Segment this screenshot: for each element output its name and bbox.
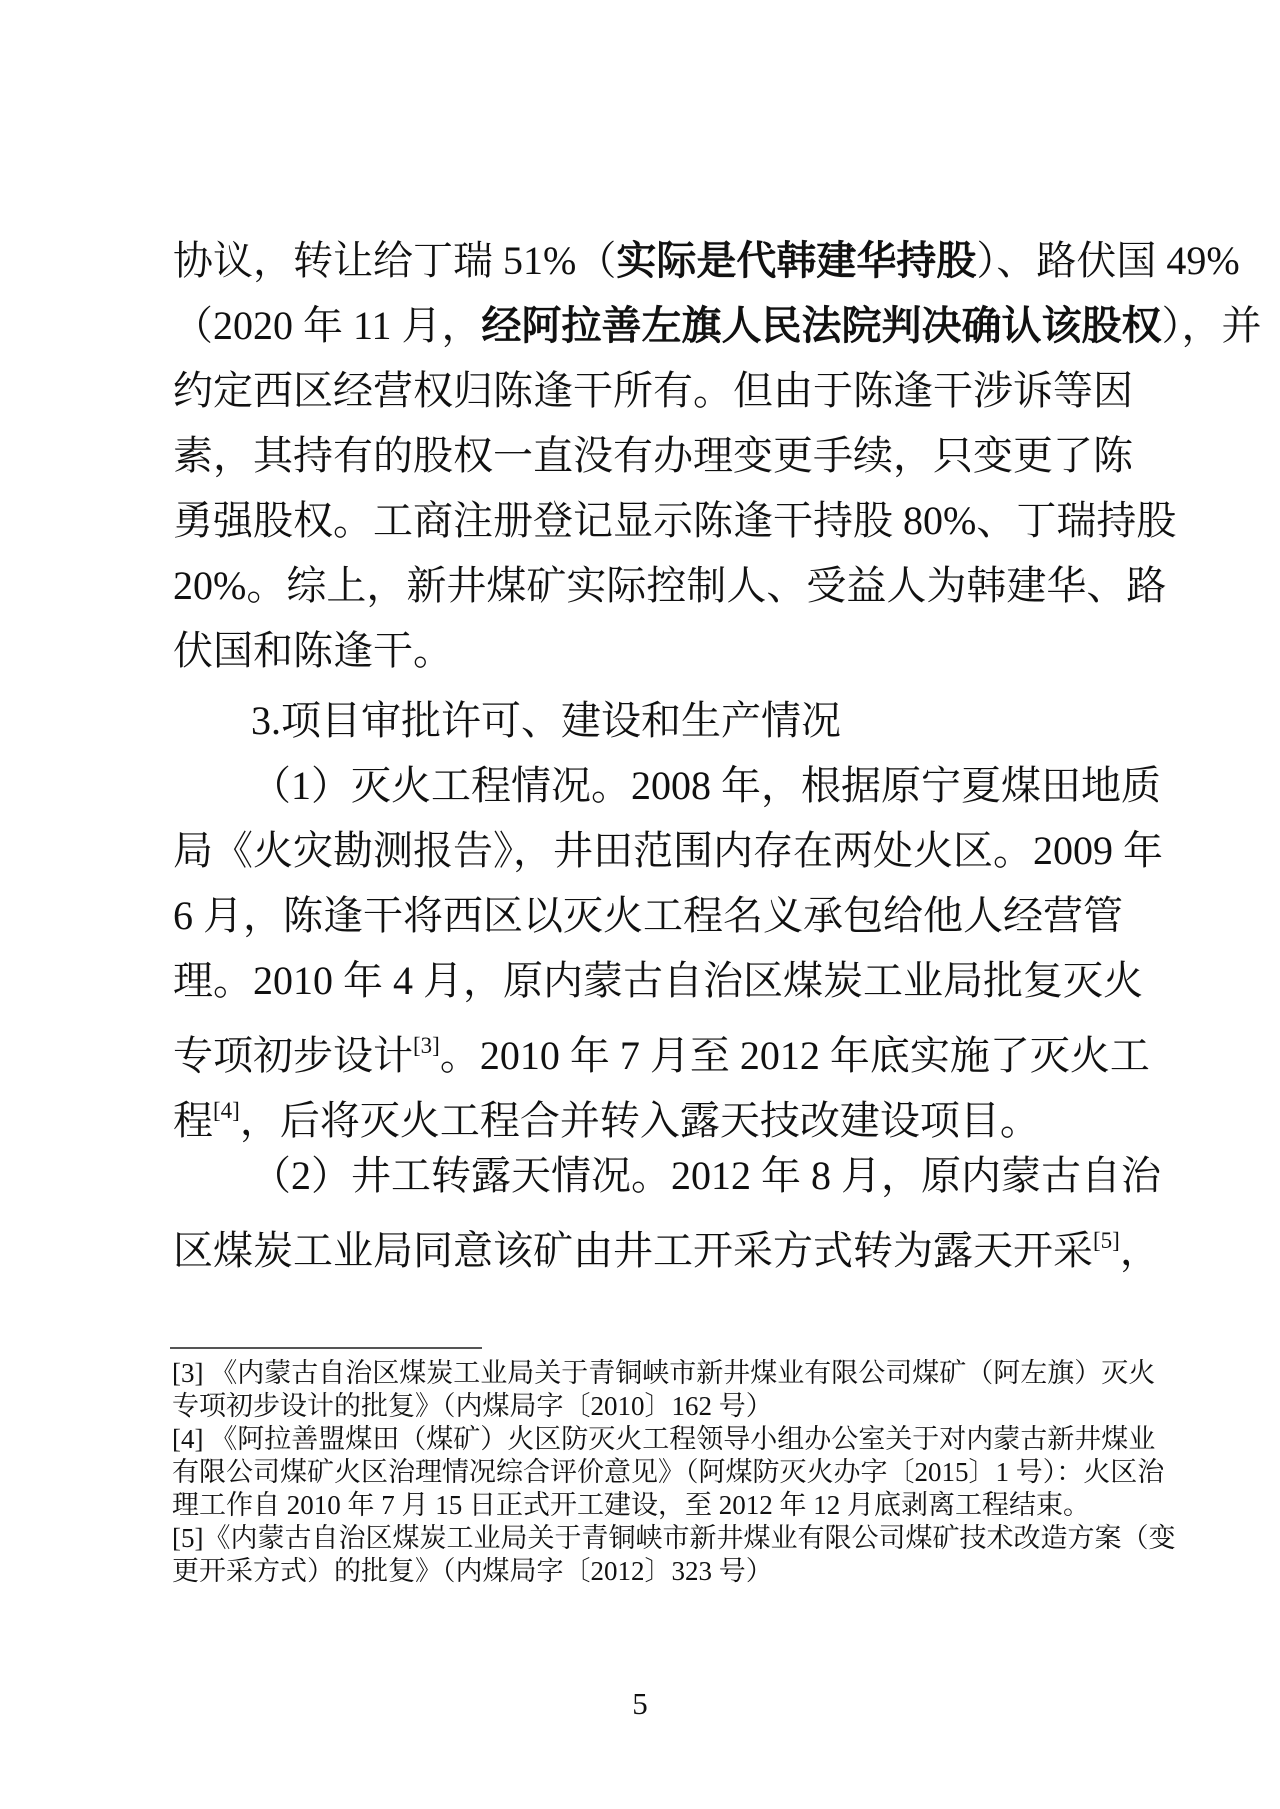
text-run: 20%。综上，新井煤矿实际控制人、受益人为韩建华、路 bbox=[173, 563, 1167, 608]
footnote-reference: [3] bbox=[413, 1033, 440, 1058]
text-run: 3.项目审批许可、建设和生产情况 bbox=[251, 698, 841, 743]
body-line bbox=[173, 1078, 1123, 1143]
text-run: 伏国和陈逢干。 bbox=[173, 628, 453, 673]
footnote-line: 理工作自 2010 年 7 月 15 日正式开工建设，至 2012 年 12 月底剥离工程结束。 bbox=[172, 1490, 1090, 1520]
footnote-line: [4] 《阿拉善盟煤田（煤矿）火区防灭火工程领导小组办公室关于对内蒙古新井煤业 bbox=[172, 1424, 1156, 1454]
body-line bbox=[173, 228, 1240, 293]
text-run: ）、路伏国 49% bbox=[976, 238, 1240, 283]
text-run: 专项初步设计 bbox=[173, 1033, 413, 1078]
text-run: 程 bbox=[173, 1098, 213, 1143]
text-run: 理。2010 年 4 月，原内蒙古自治区煤炭工业局批复灭火 bbox=[173, 958, 1143, 1003]
text-run: 约定西区经营权归陈逢干所有。但由于陈逢干涉诉等因 bbox=[173, 368, 1133, 413]
text-run: ，后将灭火工程合并转入露天技改建设项目。 bbox=[239, 1098, 1040, 1143]
text-run: ），并 bbox=[1161, 303, 1262, 348]
body-line bbox=[173, 358, 1133, 423]
footnote-line: 更开采方式）的批复》（内煤局字〔2012〕323 号） bbox=[172, 1556, 773, 1586]
body-line bbox=[173, 948, 1143, 1013]
footnote-reference: [4] bbox=[213, 1098, 240, 1123]
footnote-reference: [5] bbox=[1093, 1228, 1120, 1253]
body-line bbox=[173, 293, 1262, 358]
body-text bbox=[173, 228, 1262, 1273]
body-line bbox=[173, 618, 1123, 683]
body-line bbox=[173, 1143, 1161, 1208]
text-run: 6 月，陈逢干将西区以灭火工程名义承包给他人经营管 bbox=[173, 893, 1123, 938]
footnote-line: [3] 《内蒙古自治区煤炭工业局关于青铜峡市新井煤业有限公司煤矿（阿左旗）灭火 bbox=[172, 1358, 1156, 1388]
footnote-line: 有限公司煤矿火区治理情况综合评价意见》（阿煤防灭火办字〔2015〕1 号）：火区治 bbox=[172, 1457, 1165, 1487]
text-run: 协议，转让给丁瑞 51%（ bbox=[173, 238, 617, 283]
body-line bbox=[173, 753, 1161, 818]
text-run: （2020 年 11 月， bbox=[173, 303, 482, 348]
body-line bbox=[173, 883, 1123, 948]
page-number: 5 bbox=[632, 1686, 648, 1721]
body-line bbox=[173, 818, 1163, 883]
text-run: ， bbox=[1119, 1228, 1160, 1273]
text-run: 局《火灾勘测报告》，井田范围内存在两处火区。2009 年 bbox=[173, 828, 1163, 873]
footnotes bbox=[172, 1357, 1176, 1588]
text-run: 素，其持有的股权一直没有办理变更手续，只变更了陈 bbox=[173, 433, 1133, 478]
text-run: 区煤炭工业局同意该矿由井工开采方式转为露天开采 bbox=[173, 1228, 1093, 1273]
text-run: 经阿拉善左旗人民法院判决确认该股权 bbox=[481, 303, 1162, 348]
text-run: （1）灭火工程情况。2008 年，根据原宁夏煤田地质 bbox=[251, 763, 1161, 808]
footnote-line: 专项初步设计的批复》（内煤局字〔2010〕162 号） bbox=[172, 1391, 773, 1421]
footnote-separator bbox=[170, 1347, 482, 1349]
text-run: 实际是代韩建华持股 bbox=[616, 238, 977, 283]
body-line bbox=[173, 1013, 1150, 1078]
text-run: 。2010 年 7 月至 2012 年底实施了灭火工 bbox=[439, 1033, 1150, 1078]
body-line bbox=[173, 1208, 1160, 1273]
body-line bbox=[173, 488, 1177, 553]
footnote-line: [5]《内蒙古自治区煤炭工业局关于青铜峡市新井煤业有限公司煤矿技术改造方案（变 bbox=[172, 1523, 1176, 1553]
text-run: 勇强股权。工商注册登记显示陈逢干持股 80%、丁瑞持股 bbox=[173, 498, 1177, 543]
section-heading bbox=[173, 688, 1123, 753]
body-line bbox=[173, 423, 1133, 488]
body-line bbox=[173, 553, 1167, 618]
text-run: （2）井工转露天情况。2012 年 8 月，原内蒙古自治 bbox=[251, 1153, 1161, 1198]
